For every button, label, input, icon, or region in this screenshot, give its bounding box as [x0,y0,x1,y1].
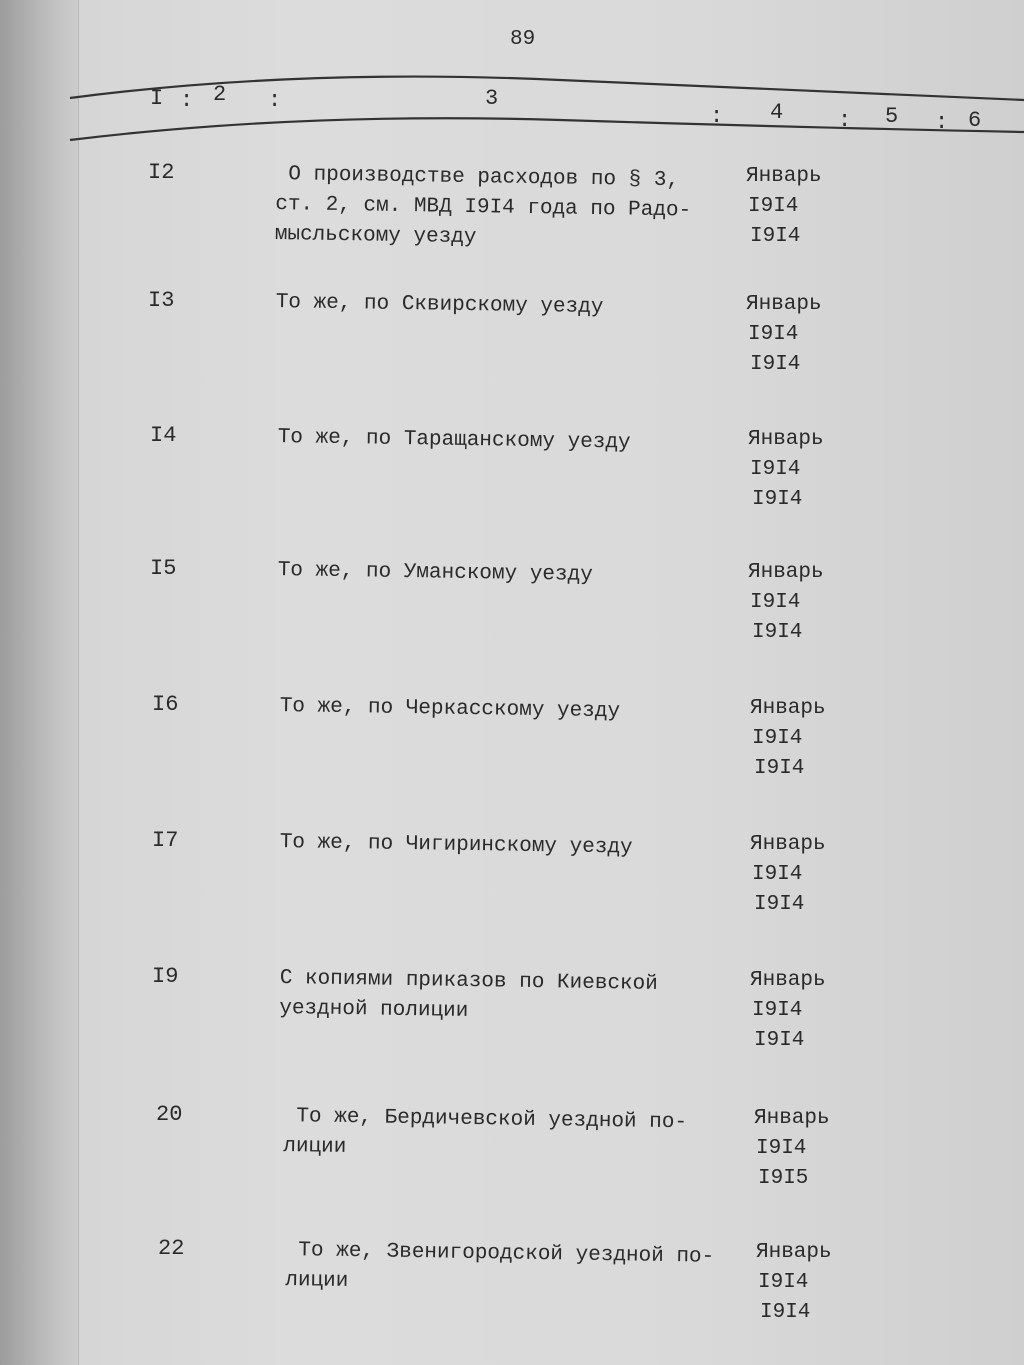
list-item [152,692,912,802]
list-item [152,828,912,938]
entry-description [283,1102,687,1168]
list-item [158,1236,918,1346]
entry-number: 22 [158,1236,185,1261]
description-line: лиции [285,1268,349,1293]
header-bottom-rule [70,118,1024,140]
date-line: I9I4 [750,591,801,614]
header-rules [0,0,1024,160]
entry-description [280,692,621,727]
description-line: То же, по Таращанскому уезду [277,425,631,455]
entry-description [280,828,633,864]
list-item [150,423,910,533]
date-line: Январь [756,1241,832,1264]
entry-number: I6 [152,692,179,717]
description-line: То же, по Сквирскому уезду [275,290,604,320]
list-item [150,556,910,666]
header-col-1: I [150,86,164,111]
entry-dates [748,558,824,648]
entry-description [278,423,631,459]
description-line: уездной полиции [279,996,469,1023]
entry-description [285,1236,714,1303]
entry-dates [750,966,826,1056]
entry-description [279,964,658,1030]
book-binding [0,0,79,1365]
date-line: I9I4 [756,1137,807,1160]
header-sep: : [180,88,194,113]
header-col-2: 2 [213,82,227,107]
header-sep: : [838,108,852,133]
date-line: Январь [746,293,822,316]
date-line: Январь [754,1107,830,1130]
header-sep: : [710,104,724,129]
entry-dates [748,425,824,515]
entry-dates [746,290,822,380]
date-line: I9I4 [748,195,799,218]
date-line: I9I4 [752,488,803,511]
date-line: I9I4 [754,757,805,780]
date-line: I9I4 [750,225,801,248]
description-line: То же, Бердичевской уездной по- [283,1104,688,1135]
date-line: I9I5 [758,1167,809,1190]
header-sep: : [268,88,282,113]
description-line: мысльскому уезду [274,222,477,250]
date-line: Январь [746,165,822,188]
description-line: О производстве расходов по § 3, [275,162,680,193]
date-line: I9I4 [752,621,803,644]
list-item [148,288,908,398]
date-line: I9I4 [754,1029,805,1052]
date-line: I9I4 [750,458,801,481]
entry-description [275,160,692,257]
date-line: I9I4 [752,863,803,886]
date-line: Январь [750,697,826,720]
entry-number: 20 [156,1102,183,1127]
date-line: Январь [748,561,824,584]
date-line: Январь [750,969,826,992]
date-line: I9I4 [752,727,803,750]
entry-dates [750,694,826,784]
description-line: лиции [283,1134,347,1159]
description-line: То же, Звенигородской уездной по- [285,1238,715,1269]
date-line: I9I4 [758,1271,809,1294]
entry-number: I7 [152,828,179,853]
date-line: I9I4 [760,1301,811,1324]
list-item [156,1102,916,1212]
entry-description [278,556,593,591]
entry-number: I4 [150,423,177,448]
entry-dates [756,1238,832,1328]
date-line: I9I4 [748,323,799,346]
description-line: С копиями приказов по Киевской [279,966,658,996]
description-line: То же, по Чигиринскому уезду [279,830,633,860]
header-col-4: 4 [770,100,784,125]
description-line: ст. 2, см. МВД I9I4 года по Радо- [275,192,692,223]
entry-number: I5 [150,556,177,581]
entry-number: I3 [148,288,175,313]
entry-dates [754,1104,830,1194]
entry-number: I2 [148,160,175,185]
date-line: I9I4 [750,353,801,376]
list-item [152,964,912,1074]
description-line: То же, по Черкасскому уезду [279,694,621,724]
list-item [148,160,908,270]
header-sep: : [935,110,949,135]
entry-dates [750,830,826,920]
date-line: Январь [750,833,826,856]
description-line: То же, по Уманскому уезду [277,558,593,587]
entry-number: I9 [152,964,179,989]
page-number: 89 [510,28,536,51]
header-col-6: 6 [968,108,982,133]
date-line: Январь [748,428,824,451]
header-col-5: 5 [885,104,899,129]
entry-dates [746,162,822,252]
date-line: I9I4 [754,893,805,916]
header-col-3: 3 [485,86,499,111]
entry-description [276,288,604,323]
date-line: I9I4 [752,999,803,1022]
